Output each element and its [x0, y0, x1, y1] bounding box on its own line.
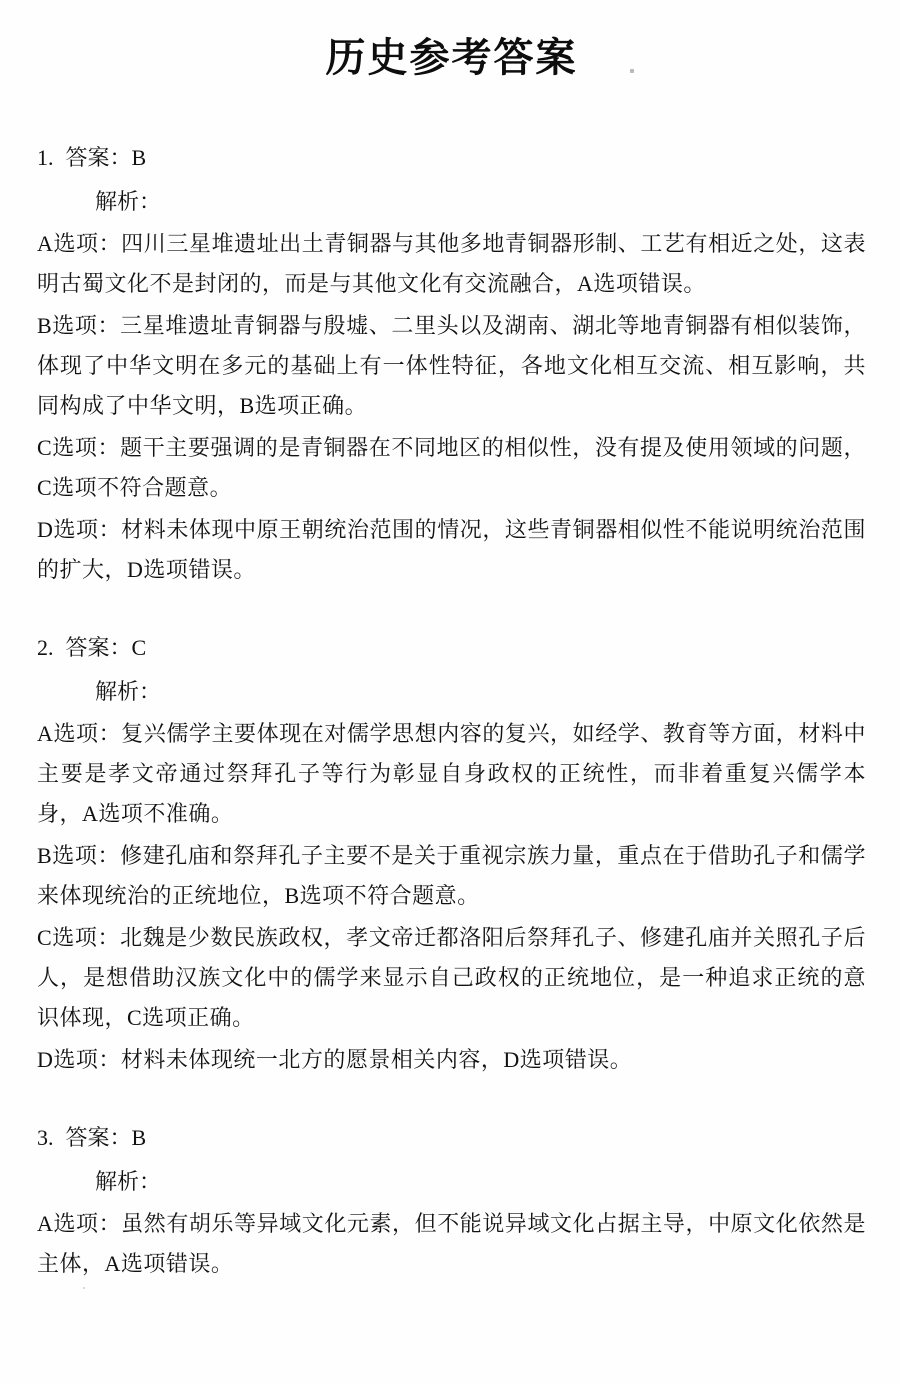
question-1-answer-line [37, 138, 866, 178]
question-1-analysis-label: 解析： [95, 189, 162, 214]
question-2-analysis-label: 解析： [95, 679, 162, 704]
question-1-number: 1. [37, 145, 54, 170]
question-3 [37, 1118, 866, 1284]
question-2 [37, 628, 866, 1080]
question-1-answer: 答案：B [65, 145, 147, 170]
scan-artifact-dot [630, 69, 634, 73]
scan-artifact-dot [83, 1287, 85, 1289]
question-3-analysis-label: 解析： [95, 1169, 162, 1194]
question-1 [37, 138, 866, 590]
q1-option-b-analysis: B选项：三星堆遗址青铜器与殷墟、二里头以及湖南、湖北等地青铜器有相似装饰，体现了中华文明在多元的基础上有一体性特征，各地文化相互交流、相互影响，共同构成了中华文明，B选项正确。 [37, 313, 866, 418]
q2-option-a-analysis: A选项：复兴儒学主要体现在对儒学思想内容的复兴，如经学、教育等方面，材料中主要是孝文帝通过祭拜孔子等行为彰显自身政权的正统性，而非着重复兴儒学本身，A选项不准确。 [37, 721, 866, 826]
q2-option-b-analysis: B选项：修建孔庙和祭拜孔子主要不是关于重视宗族力量，重点在于借助孔子和儒学来体现统治的正统地位，B选项不符合题意。 [37, 843, 866, 908]
q2-option-d-analysis: D选项：材料未体现统一北方的愿景相关内容，D选项错误。 [37, 1047, 633, 1072]
q1-option-d-analysis: D选项：材料未体现中原王朝统治范围的情况，这些青铜器相似性不能说明统治范围的扩大，D选项错误。 [37, 517, 866, 582]
question-2-number: 2. [37, 635, 54, 660]
question-2-answer: 答案：C [65, 635, 147, 660]
q1-option-a-analysis: A选项：四川三星堆遗址出土青铜器与其他多地青铜器形制、工艺有相近之处，这表明古蜀文化不是封闭的，而是与其他文化有交流融合，A选项错误。 [37, 231, 866, 296]
question-3-number: 3. [37, 1125, 54, 1150]
q2-option-c-analysis: C选项：北魏是少数民族政权，孝文帝迁都洛阳后祭拜孔子、修建孔庙并关照孔子后人，是想借助汉族文化中的儒学来显示自己政权的正统地位，是一种追求正统的意识体现，C选项正确。 [37, 925, 866, 1030]
question-3-answer-line [37, 1118, 866, 1158]
page-title: 历史参考答案 [325, 36, 578, 80]
q1-option-c-analysis: C选项：题干主要强调的是青铜器在不同地区的相似性，没有提及使用领域的问题，C选项不符合题意。 [37, 435, 866, 500]
q3-option-a-analysis: A选项：虽然有胡乐等异域文化元素，但不能说异域文化占据主导，中原文化依然是主体，A选项错误。 [37, 1211, 866, 1276]
question-3-answer: 答案：B [65, 1125, 147, 1150]
question-2-answer-line [37, 628, 866, 668]
